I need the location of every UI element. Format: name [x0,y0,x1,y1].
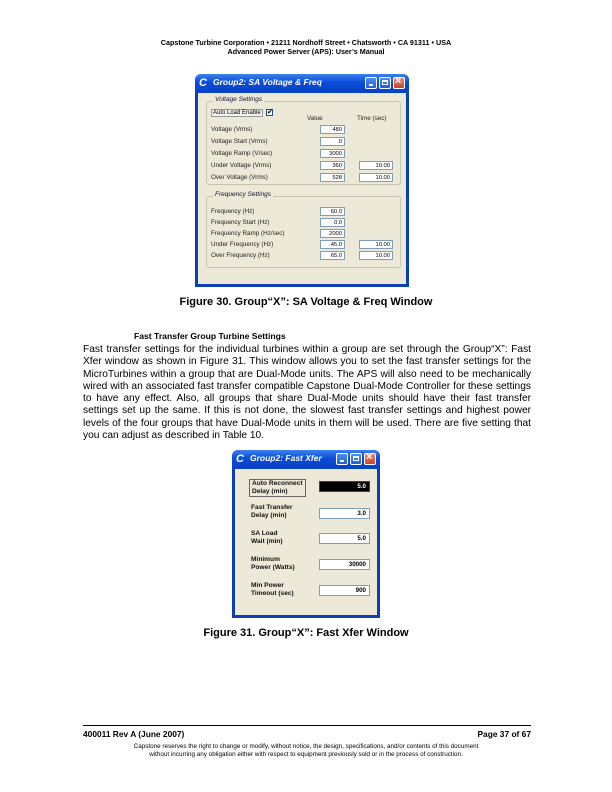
maximize-icon[interactable] [379,77,391,89]
window-titlebar[interactable] [195,74,409,93]
sa-load-wait-input[interactable]: 5.0 [319,533,370,544]
sa-voltage-freq-window [195,74,409,287]
header-manual-title: Advanced Power Server (APS): User’s Manual [227,47,385,56]
under-voltage-label: Under Voltage (Vrms) [211,162,272,169]
frequency-ramp-label: Frequency Ramp (Hz/sec) [211,230,285,237]
window-title: Group2: Fast Xfer [250,453,322,463]
under-frequency-input[interactable]: 45.0 [320,240,345,249]
figure-30-caption: Figure 30. Group“X”: SA Voltage & Freq Window [179,296,433,308]
footer-disclaimer-line1: Capstone reserves the right to change or modify, without notice, the design, specifications, and/or contents of this document [133,743,479,750]
fast-xfer-window [232,450,380,618]
auto-reconnect-delay-label: Auto Reconnect Delay (min) [249,479,306,497]
section-paragraph: Fast transfer settings for the individual turbines within a group are set through the Group“X”: Fast Xfer window as shown in Figure 31. This window allows you to set the fast transfer settings for the MicroTurbines within a group that are Dual-Mode units. The APS will also need to be mechanically wired with an associated fast transfer compatible Capstone Dual-Mode Controller for these settings to have any effect. Also, all groups that share Dual-Mode units should have their fast transfer settings set up the same. If this is not done, the slowest fast transfer settings and highest power levels of the four groups that have Dual-Mode units in them will be used. There are five setting that you can adjust as described in Table 10. [83,344,531,441]
header-company-line: Capstone Turbine Corporation • 21211 Nordhoff Street • Chatsworth • CA 91311 • USA [160,38,452,47]
frequency-start-label: Frequency Start (Hz) [211,219,270,226]
app-icon: C [199,77,207,89]
minimize-icon[interactable] [365,77,377,89]
footer-page-number: Page 37 of 67 [477,729,531,739]
value-column-header: Value [307,115,323,122]
frequency-start-input[interactable]: 0.0 [320,218,345,227]
minimum-power-input[interactable]: 30000 [319,559,370,570]
over-frequency-input[interactable]: 65.0 [320,251,345,260]
fast-transfer-delay-label: Fast Transfer Delay (min) [251,504,293,519]
voltage-settings-group [206,96,401,185]
under-voltage-input[interactable]: 360 [320,161,345,170]
over-voltage-time-input[interactable]: 10.00 [359,173,393,182]
window-title: Group2: SA Voltage & Freq [213,77,322,87]
footer-rule [83,725,531,726]
section-title: Fast Transfer Group Turbine Settings [134,331,286,341]
frequency-input[interactable]: 60.0 [320,207,345,216]
footer-disclaimer-line2: without incurring any obligation either with respect to equipment previously sold or in the process of construction. [149,751,463,758]
close-icon[interactable] [364,453,376,465]
window-titlebar[interactable] [232,450,380,469]
voltage-input[interactable]: 480 [320,125,345,134]
frequency-settings-label: Frequency Settings [215,191,272,198]
fast-transfer-delay-input[interactable]: 3.0 [319,508,370,519]
voltage-label: Voltage (Vrms) [211,126,253,133]
frequency-label: Frequency (Hz) [211,208,255,215]
sa-load-wait-label: SA Load Wait (min) [251,530,283,545]
app-icon: C [236,453,244,465]
window-client-area [235,469,377,615]
over-voltage-input[interactable]: 528 [320,173,345,182]
voltage-ramp-input[interactable]: 3000 [320,149,345,158]
under-frequency-label: Under Frequency (Hz) [211,241,274,248]
under-frequency-time-input[interactable]: 10.00 [359,240,393,249]
over-frequency-time-input[interactable]: 10.00 [359,251,393,260]
figure-31-caption: Figure 31. Group“X”: Fast Xfer Window [203,627,409,639]
time-column-header: Time (sec) [357,115,387,122]
minimum-power-label: Minimum Power (Watts) [251,556,295,571]
min-power-timeout-label: Min Power Timeout (sec) [251,582,294,597]
voltage-settings-label: Voltage Settings [215,96,263,103]
voltage-start-label: Voltage Start (Vrms) [211,138,268,145]
over-voltage-label: Over Voltage (Vrms) [211,174,268,181]
minimize-icon[interactable] [336,453,348,465]
over-frequency-label: Over Frequency (Hz) [211,252,270,259]
auto-load-enable-checkbox[interactable]: ✔ [267,109,273,116]
voltage-ramp-label: Voltage Ramp (V/sec) [211,150,273,157]
maximize-icon[interactable] [350,453,362,465]
auto-load-enable-label: Auto Load Enable [213,110,261,116]
voltage-start-input[interactable]: 0 [320,137,345,146]
footer-doc-id: 400011 Rev A (June 2007) [83,729,185,739]
frequency-ramp-input[interactable]: 2000 [320,229,345,238]
frequency-settings-group [206,191,401,268]
close-icon[interactable] [393,77,405,89]
min-power-timeout-input[interactable]: 900 [319,585,370,596]
window-client-area [198,93,406,284]
under-voltage-time-input[interactable]: 10.00 [359,161,393,170]
auto-reconnect-delay-input[interactable]: 5.0 [319,481,370,492]
